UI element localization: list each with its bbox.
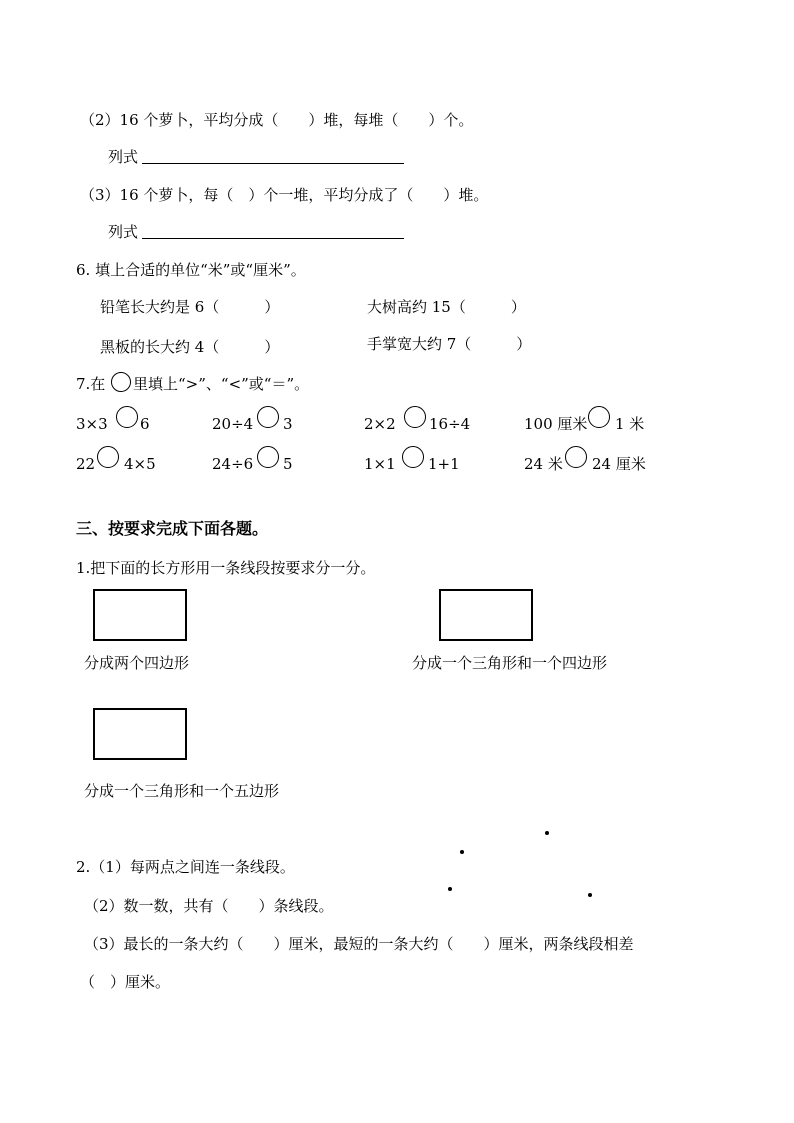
compare-left: 20÷4 [212, 415, 254, 433]
compare-right: 3 [283, 415, 293, 433]
q2-part3: （3）最长的一条大约（ ）厘米，最短的一条大约（ ）厘米，两条线段相差 [84, 935, 634, 953]
q6-item: 黑板的长大约 4（ ） [100, 338, 280, 356]
compare-left: 3×3 [76, 415, 108, 433]
q5-part3-formula-label: 列式 [108, 223, 139, 241]
rectangle-figure[interactable] [439, 589, 533, 641]
point-dot[interactable] [588, 893, 592, 897]
compare-right: 4×5 [124, 455, 156, 473]
q7-title-post: 里填上“>”、“<”或“＝”。 [133, 375, 310, 393]
point-dot[interactable] [545, 831, 549, 835]
compare-left: 2×2 [364, 415, 396, 433]
compare-left: 24÷6 [212, 455, 254, 473]
compare-right: 6 [140, 415, 150, 433]
q2-part2: （2）数一数，共有（ ）条线段。 [84, 897, 334, 915]
compare-right: 1 米 [615, 415, 645, 433]
q2-part3-continued: （ ）厘米。 [80, 973, 171, 991]
compare-circle-blank[interactable] [565, 446, 587, 468]
q5-part2-text: （2）16 个萝卜，平均分成（ ）堆，每堆（ ）个。 [80, 111, 474, 129]
compare-circle-blank[interactable] [588, 406, 610, 428]
rectangle-figure[interactable] [93, 708, 187, 760]
q7-title-pre: 7.在 [76, 375, 106, 393]
compare-right: 24 厘米 [592, 455, 646, 473]
q6-item: 大树高约 15（ ） [367, 298, 526, 316]
compare-right: 5 [283, 455, 293, 473]
compare-circle-blank[interactable] [257, 446, 279, 468]
compare-circle-blank[interactable] [257, 406, 279, 428]
compare-circle-blank[interactable] [402, 446, 424, 468]
compare-circle-blank[interactable] [97, 446, 119, 468]
q5-part2-answer-line[interactable] [142, 163, 404, 164]
rectangle-instruction: 分成两个四边形 [84, 654, 190, 672]
compare-left: 100 厘米 [524, 415, 588, 433]
q2-part1: 2.（1）每两点之间连一条线段。 [76, 858, 295, 876]
rectangle-instruction: 分成一个三角形和一个四边形 [412, 654, 608, 672]
q6-title: 6. 填上合适的单位“米”或“厘米”。 [76, 261, 306, 279]
q6-item: 铅笔长大约是 6（ ） [100, 298, 280, 316]
compare-circle-blank[interactable] [404, 406, 426, 428]
rectangle-instruction: 分成一个三角形和一个五边形 [84, 782, 280, 800]
compare-right: 16÷4 [429, 415, 471, 433]
circle-icon [111, 372, 131, 392]
q5-part2-formula-label: 列式 [108, 148, 139, 166]
compare-left: 24 米 [524, 455, 563, 473]
compare-left: 1×1 [364, 455, 396, 473]
compare-left: 22 [76, 455, 96, 473]
q1-title: 1.把下面的长方形用一条线段按要求分一分。 [76, 559, 376, 577]
rectangle-figure[interactable] [93, 589, 187, 641]
compare-circle-blank[interactable] [116, 406, 138, 428]
q5-part3-answer-line[interactable] [142, 238, 404, 239]
q6-item: 手掌宽大约 7（ ） [367, 335, 532, 353]
q5-part3-text: （3）16 个萝卜，每（ ）个一堆，平均分成了（ ）堆。 [80, 186, 489, 204]
compare-right: 1+1 [428, 455, 460, 473]
point-dot[interactable] [460, 850, 464, 854]
point-dot[interactable] [448, 887, 452, 891]
section-title: 三、按要求完成下面各题。 [76, 519, 269, 538]
